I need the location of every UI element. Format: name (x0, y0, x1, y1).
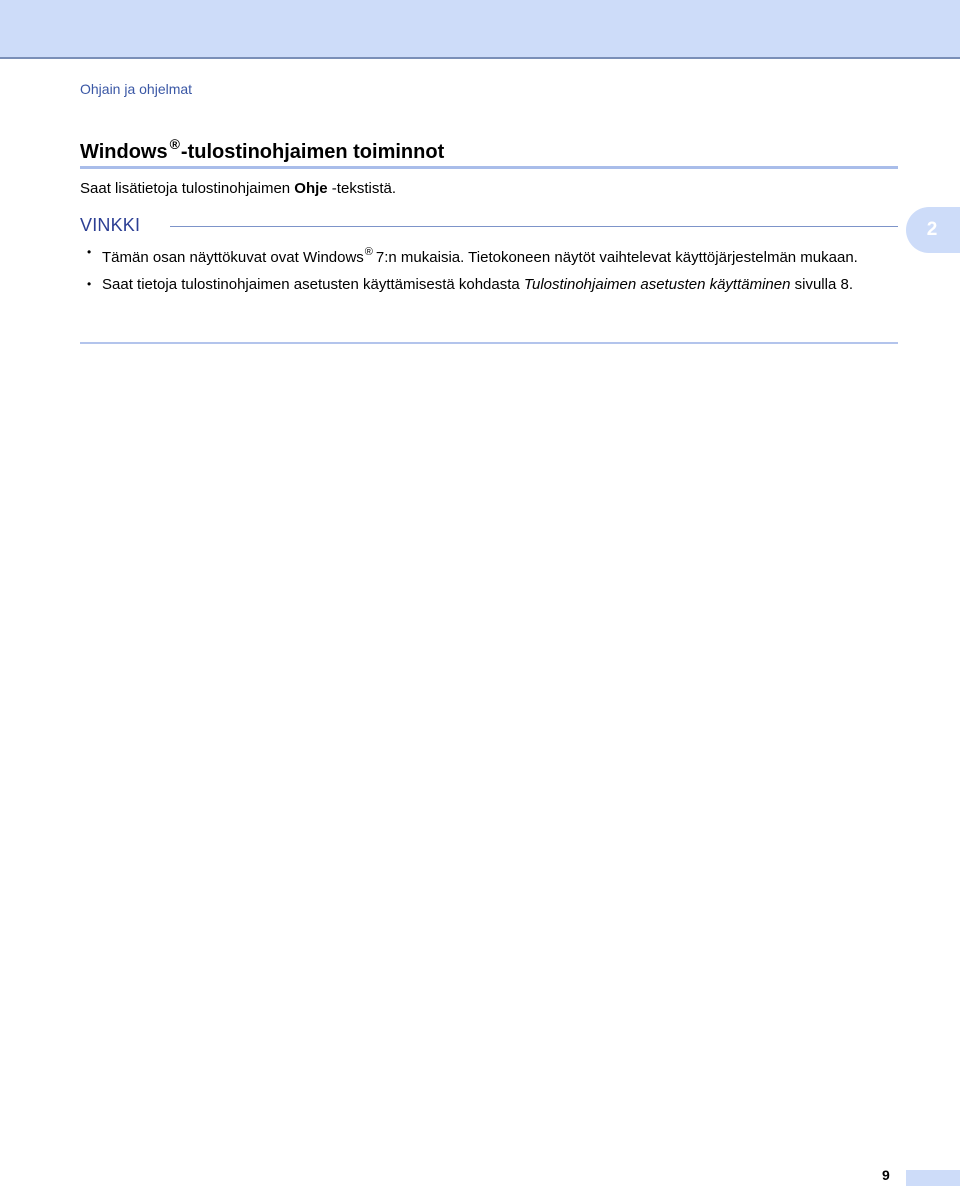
note-divider (170, 226, 898, 227)
intro-help-label: Ohje (294, 180, 328, 197)
note-item-settings (80, 274, 898, 295)
title-divider (80, 166, 898, 169)
intro-pre: Saat lisätietoja tulostinohjaimen (80, 180, 295, 197)
registered-mark: ® (169, 136, 180, 152)
intro-post: -tekstistä. (327, 180, 396, 197)
note-item-screenshots (80, 242, 898, 268)
title-rest: -tulostinohjaimen toiminnot (180, 141, 445, 163)
note-item-text-post: 7:n mukaisia. Tietokoneen näytöt vaihtelevat käyttöjärjestelmän mukaan. (375, 249, 858, 266)
section-title (80, 136, 444, 164)
bullet-icon: • (87, 245, 92, 259)
note-heading: VINKKI (80, 215, 141, 235)
title-windows: Windows (80, 141, 168, 163)
note-item-text-post: sivulla 8. (790, 276, 853, 293)
note-list (80, 242, 898, 301)
chapter-tab: 2 (906, 207, 960, 253)
bullet-icon: • (87, 277, 92, 291)
note-bottom-divider (80, 342, 898, 344)
page-number-tab (906, 1170, 960, 1186)
registered-mark: ® (364, 246, 373, 258)
note-item-text-pre: Saat tietoja tulostinohjaimen asetusten käyttämisestä kohdasta (102, 276, 524, 293)
page-number: 9 (882, 1167, 890, 1183)
breadcrumb: Ohjain ja ohjelmat (80, 81, 193, 97)
note-item-text-pre: Tämän osan näyttökuvat ovat Windows (102, 249, 364, 266)
intro-text (80, 180, 396, 197)
cross-reference-link[interactable]: Tulostinohjaimen asetusten käyttäminen (523, 276, 791, 293)
page-header-band (0, 0, 960, 59)
